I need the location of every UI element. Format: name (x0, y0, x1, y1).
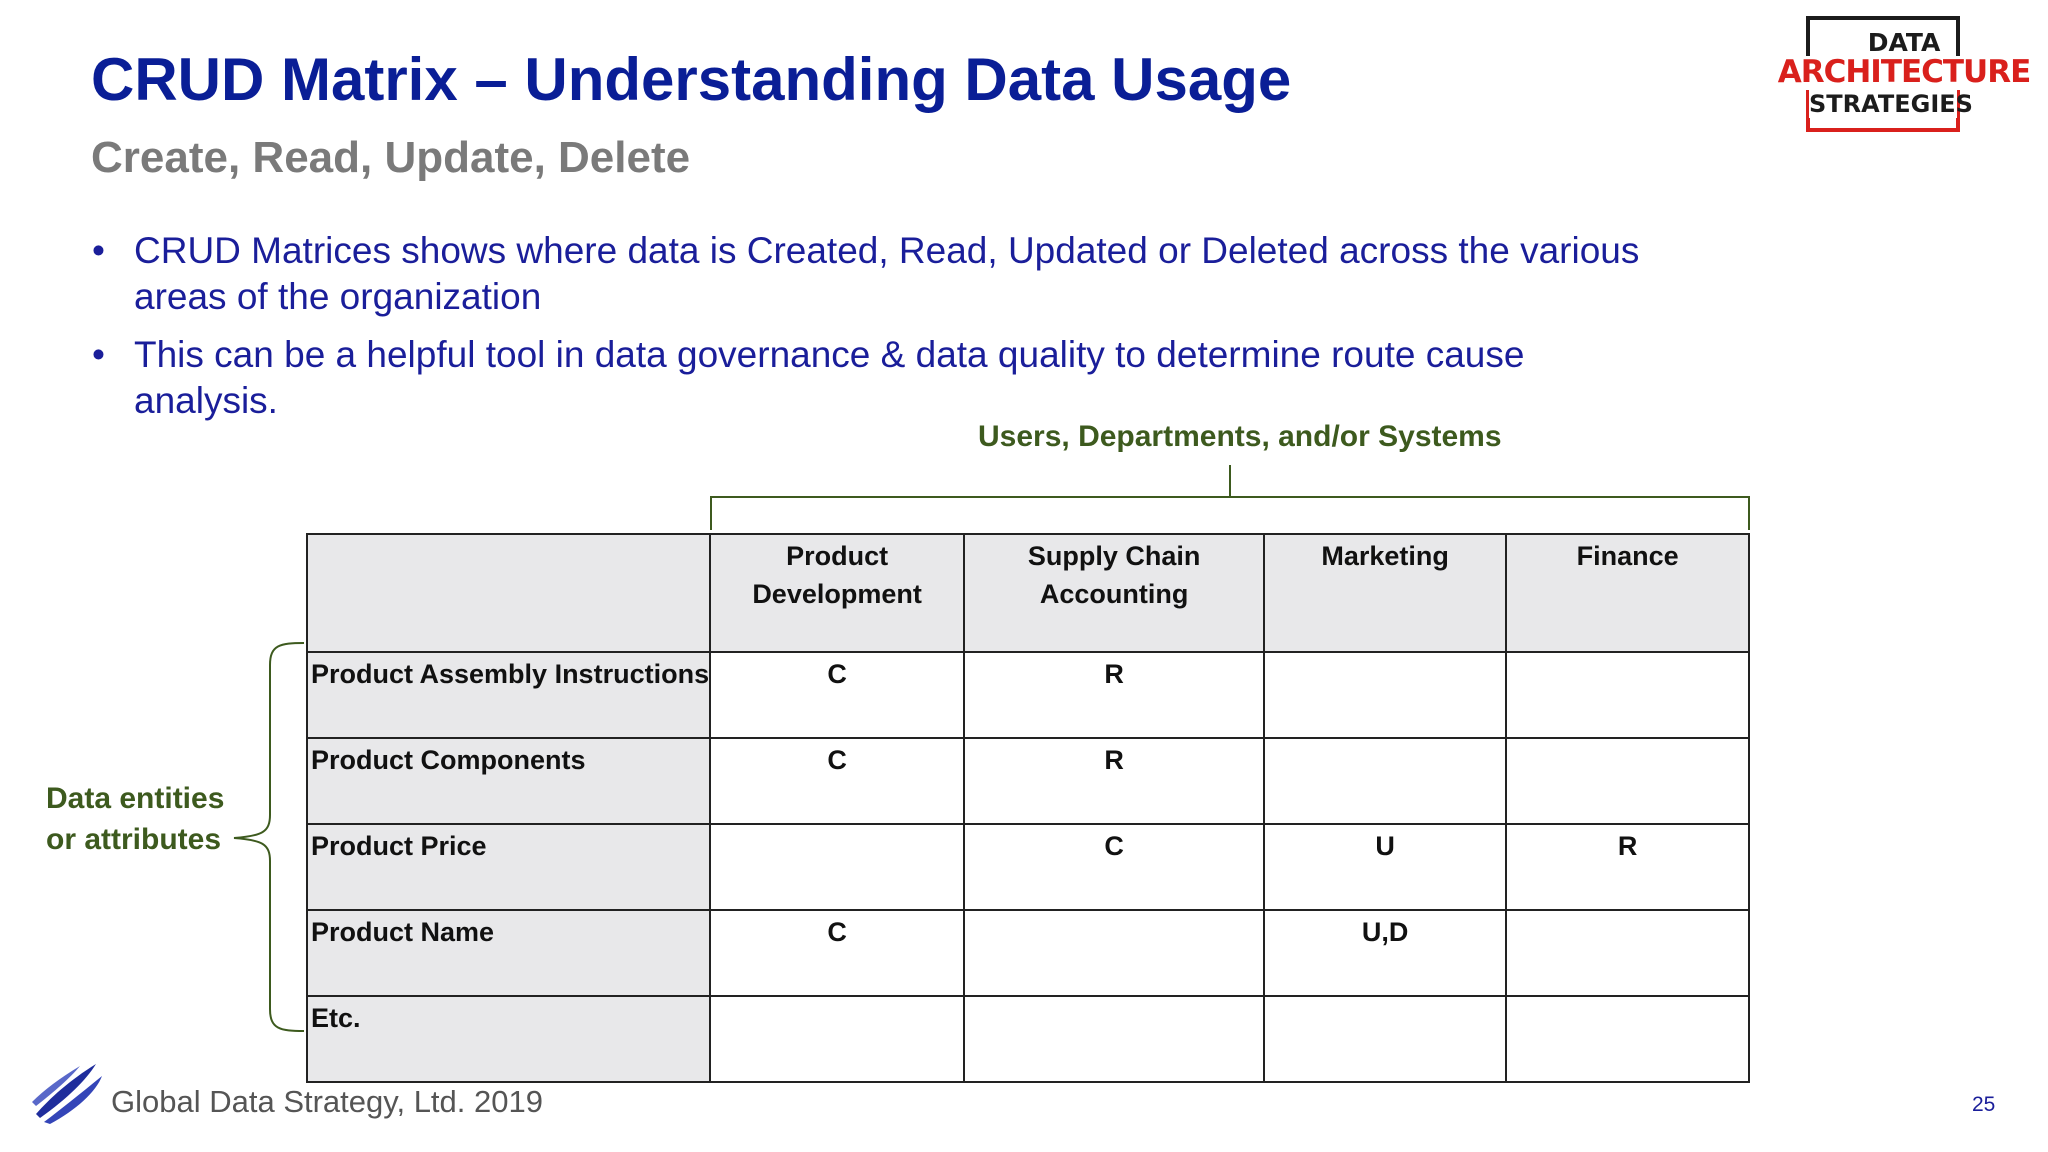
matrix-cell: R (964, 652, 1264, 738)
column-header-line1: Product (786, 541, 889, 571)
table-row (307, 738, 1749, 824)
matrix-cell (964, 910, 1264, 996)
table-header-row (307, 534, 1749, 652)
matrix-cell (1506, 652, 1749, 738)
brand-logo-line3: STRATEGIES (1809, 90, 1973, 118)
matrix-cell: U,D (1264, 910, 1506, 996)
matrix-cell: U (1264, 824, 1506, 910)
bullet-text: This can be a helpful tool in data governance & data quality to determine route cause analysis. (134, 334, 1525, 421)
brand-logo-line2: ARCHITECTURE (1777, 54, 2031, 90)
globe-swoosh-icon (30, 1058, 106, 1126)
footer-copyright: Global Data Strategy, Ltd. 2019 (111, 1084, 543, 1119)
table-row (307, 910, 1749, 996)
matrix-cell (1264, 652, 1506, 738)
matrix-cell: C (964, 824, 1264, 910)
rows-axis-label-line2: or attributes (46, 823, 222, 856)
matrix-cell: C (710, 652, 964, 738)
column-header-supply-chain-accounting (964, 534, 1264, 652)
matrix-cell (1506, 910, 1749, 996)
page-number: 25 (1972, 1093, 1996, 1116)
matrix-cell (710, 996, 964, 1082)
row-header-product-assembly-instructions: Product Assembly Instructions (307, 652, 710, 738)
matrix-cell: C (710, 738, 964, 824)
table-row (307, 996, 1749, 1082)
slide-title: CRUD Matrix – Understanding Data Usage (91, 46, 1292, 113)
rows-axis-label-line1: Data entities (46, 782, 225, 815)
crud-matrix-table (306, 533, 1750, 1083)
matrix-cell (1264, 996, 1506, 1082)
column-header-line1: Marketing (1321, 541, 1449, 571)
matrix-cell: R (1506, 824, 1749, 910)
table-row (307, 652, 1749, 738)
top-bracket (711, 497, 1749, 530)
brand-logo-line1: DATA (1867, 28, 1941, 57)
row-header-product-name: Product Name (307, 910, 710, 996)
bullet-text: CRUD Matrices shows where data is Created, Read, Updated or Deleted across the various areas of the organization (134, 230, 1640, 317)
left-bracket (234, 643, 304, 1031)
row-header-product-price: Product Price (307, 824, 710, 910)
row-header-etc: Etc. (307, 996, 710, 1082)
column-header-line1: Finance (1576, 541, 1679, 571)
column-header-marketing (1264, 534, 1506, 652)
bullet-dot: • (92, 230, 105, 271)
column-header-product-development (710, 534, 964, 652)
matrix-cell: R (964, 738, 1264, 824)
matrix-cell (1264, 738, 1506, 824)
matrix-cell (1506, 738, 1749, 824)
column-header-finance (1506, 534, 1749, 652)
matrix-cell: C (710, 910, 964, 996)
matrix-cell (710, 824, 964, 910)
column-header-line2: Accounting (1039, 579, 1189, 609)
slide-subtitle: Create, Read, Update, Delete (91, 133, 691, 182)
column-header-line1: Supply Chain (1027, 541, 1201, 571)
bullet-dot: • (92, 334, 105, 375)
matrix-cell (1506, 996, 1749, 1082)
table-row (307, 824, 1749, 910)
matrix-cell (964, 996, 1264, 1082)
columns-axis-label: Users, Departments, and/or Systems (978, 420, 1502, 453)
column-header-line2: Development (752, 579, 922, 609)
table-corner-cell (307, 534, 710, 652)
row-header-product-components: Product Components (307, 738, 710, 824)
